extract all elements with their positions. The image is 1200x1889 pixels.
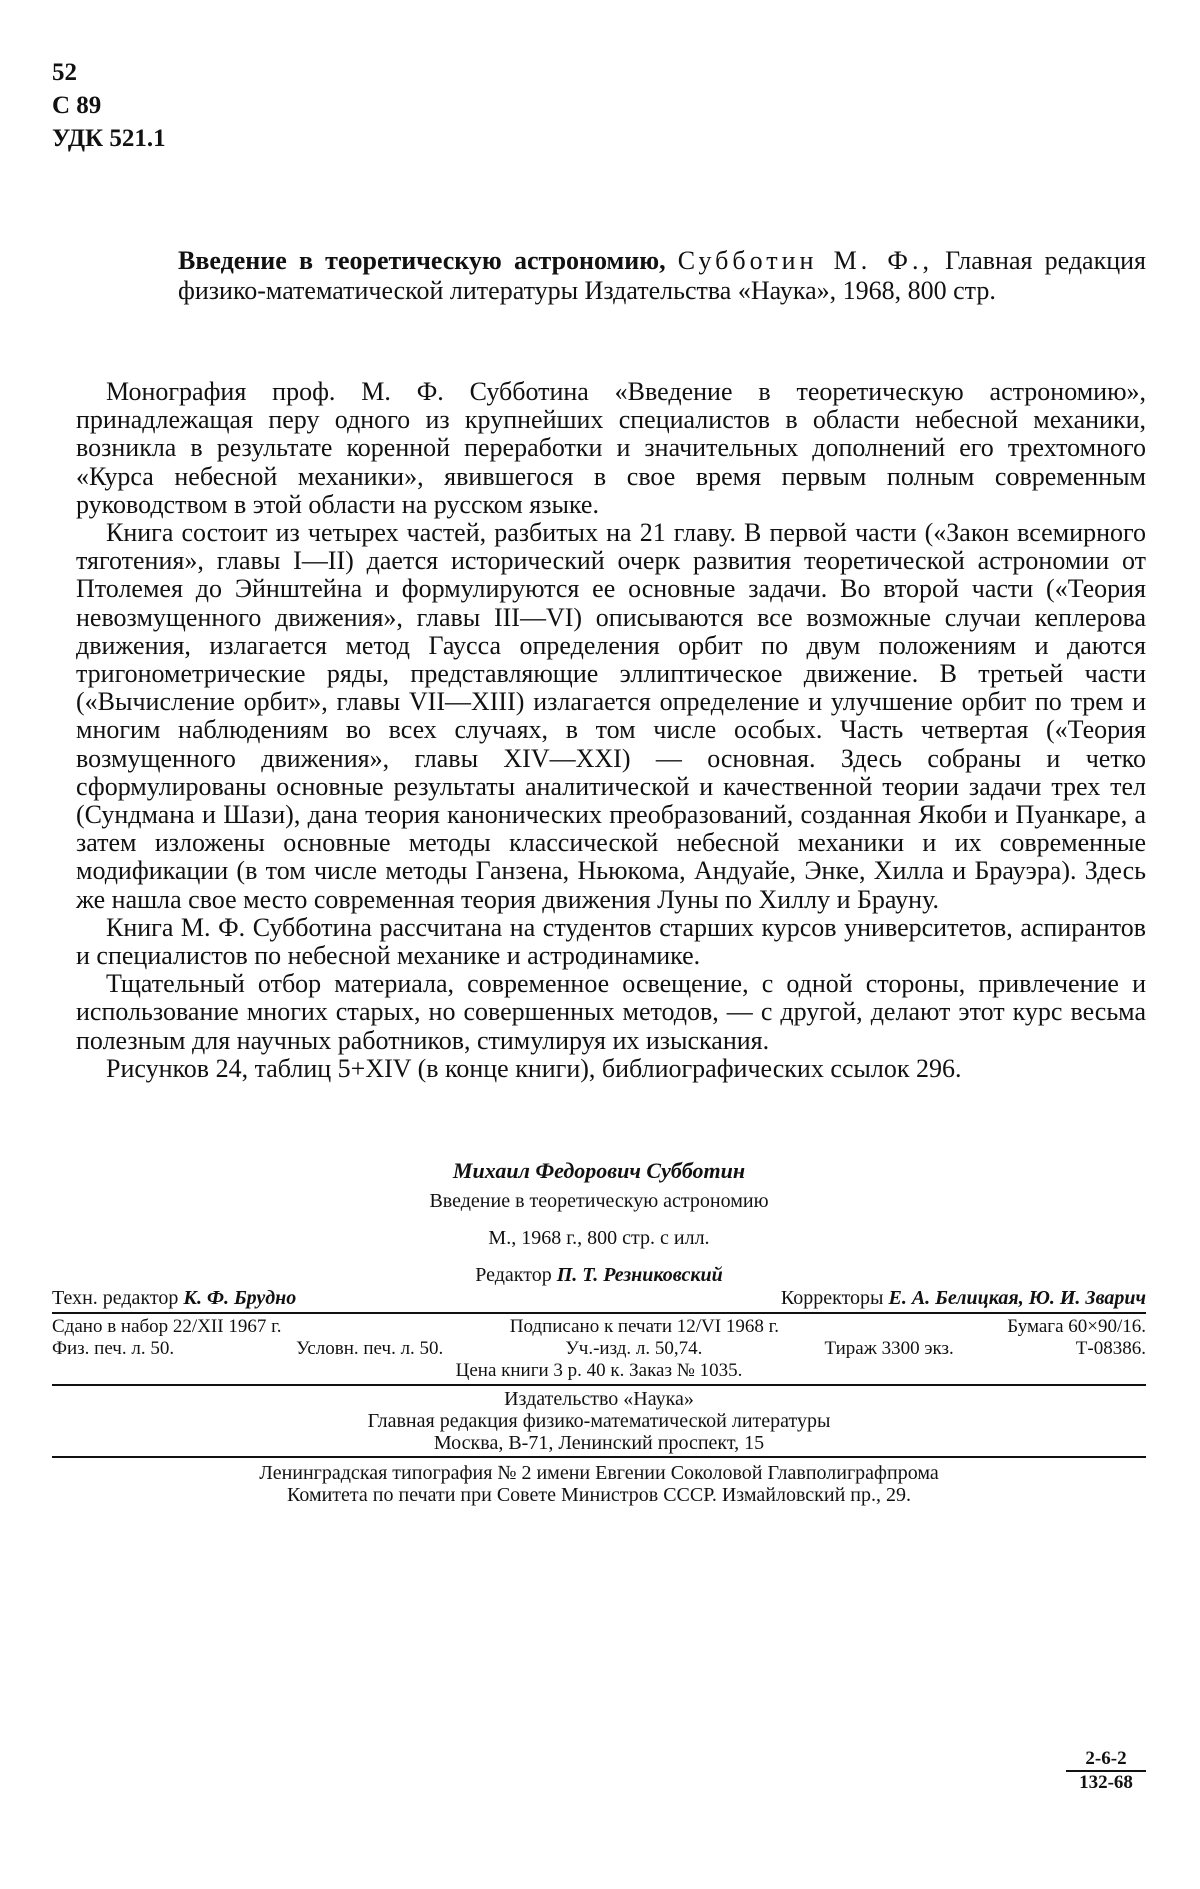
correctors-names: Е. А. Белицкая, Ю. И. Зварич [888,1287,1146,1309]
typeset-date: Сдано в набор 22/XII 1967 г. [52,1316,282,1337]
catalog-codes [52,56,166,155]
book-author: Субботин М. Ф., [677,246,933,275]
print-run: Тираж 3300 экз. [824,1338,954,1359]
publisher-division: Главная редакция физико-математической литературы [367,1410,831,1432]
print-dates-row [52,1316,1146,1338]
abstract-paragraph: Монография проф. М. Ф. Субботина «Введение в теоретическую астрономию», принадлежащая перу одного из крупнейших специалистов в области небесной механики, возникла в результате коренной переработки и значительных дополнений его трехтомного «Курса небесной механики», явившегося в свое время первым полным современным руководством в этой области на русском языке. [76,377,1146,519]
license-number: Т-08386. [1075,1338,1146,1359]
editor-label: Редактор [475,1264,552,1286]
colophon-title: Введение в теоретическую астрономию [429,1190,769,1212]
publisher-sheets: Уч.-изд. л. 50,74. [565,1338,703,1359]
bbk-code: С 89 [52,92,102,119]
book-title: Введение в теоретическую астрономию, [178,246,666,275]
order-code-top: 2-6-2 [1066,1748,1146,1772]
udk-code: УДК 521.1 [52,125,166,152]
colophon-place: М., 1968 г., 800 стр. с илл. [488,1227,710,1249]
divider [52,1384,1146,1386]
abstract-paragraph: Книга М. Ф. Субботина рассчитана на студентов старших курсов университетов, аспирантов и специалистов по небесной механике и астродинамике. [76,912,1146,971]
conventional-sheets: Условн. печ. л. 50. [296,1338,444,1359]
divider [52,1312,1146,1314]
editor-name: П. Т. Резниковский [556,1264,723,1286]
page-number: 52 [52,59,77,86]
tech-editor-label: Техн. редактор [52,1287,179,1309]
abstract-body [76,378,1146,1083]
divider [52,1456,1146,1458]
print-volume-row [52,1338,1146,1360]
order-code [1066,1748,1146,1794]
colophon [52,1158,1146,1793]
physical-sheets: Физ. печ. л. 50. [52,1338,175,1359]
abstract-paragraph: Тщательный отбор материала, современное освещение, с одной стороны, привлечение и использование многих старых, но совершенных методов, — с другой, делают этот курс весьма полезным для научных работников, стимулируя их изыскания. [76,969,1146,1055]
printer-name: Ленинградская типография № 2 имени Евгении Соколовой Главполиграфпрома [259,1462,939,1484]
publisher-name: Издательство «Наука» [504,1388,694,1410]
tech-editor-name: К. Ф. Брудно [183,1287,297,1309]
publisher-block [52,1388,1146,1454]
order-code-bottom: 132-68 [1079,1772,1133,1793]
bibliographic-annotation [178,246,1146,306]
abstract-paragraph: Рисунков 24, таблиц 5+XIV (в конце книги), библиографических ссылок 296. [106,1053,962,1083]
paper-format: Бумага 60×90/16. [1007,1316,1146,1337]
printer-committee: Комитета по печати при Совете Министров СССР. Измайловский пр., 29. [286,1484,912,1506]
printer-block [52,1462,1146,1506]
signed-date: Подписано к печати 12/VI 1968 г. [509,1316,779,1337]
publisher-address: Москва, В-71, Ленинский проспект, 15 [433,1432,765,1454]
colophon-editor [52,1264,1146,1287]
book-publication-details: Главная редакция физико-математической литературы Издательства «Наука», 1968, 800 стр. [178,246,1147,305]
colophon-author: Михаил Федорович Субботин [452,1158,746,1183]
price-line: Цена книги 3 р. 40 к. Заказ № 1035. [455,1360,743,1381]
staff-row [52,1287,1146,1310]
correctors-label: Корректоры [780,1287,884,1309]
abstract-paragraph: Книга состоит из четырех частей, разбитых на 21 главу. В первой части («Закон всемирного тяготения», главы I—II) дается исторический очерк развития теоретической астрономии от Птолемея до Эйнштейна и формулируются ее основные задачи. Во второй части («Теория невозмущенного движения», главы III—VI) описываются все возможные случаи кеплерова движения, излагается метод Гаусса определения орбит по двум положениям и даются тригонометрические ряды, представляющие эллиптическое движение. В третьей части («Вычисление орбит», главы VII—XIII) излагается определение и улучшение орбит по трем и многим наблюдениям во всех случаях, в том числе особых. Часть четвертая («Теория возмущенного движения», главы XIV—XXI) — основная. Здесь собраны и четко сформулированы основные результаты аналитической и качественной теории задачи трех тел (Сундмана и Шази), дана теория канонических преобразований, созданная Якоби и Пуанкаре, а затем изложены основные методы классической небесной механики и их современные модификации (в том числе методы Ганзена, Ньюкома, Андуайе, Энке, Хилла и Брауэра). Здесь же нашла свое место современная теория движения Луны по Хиллу и Брауну. [76,518,1146,914]
